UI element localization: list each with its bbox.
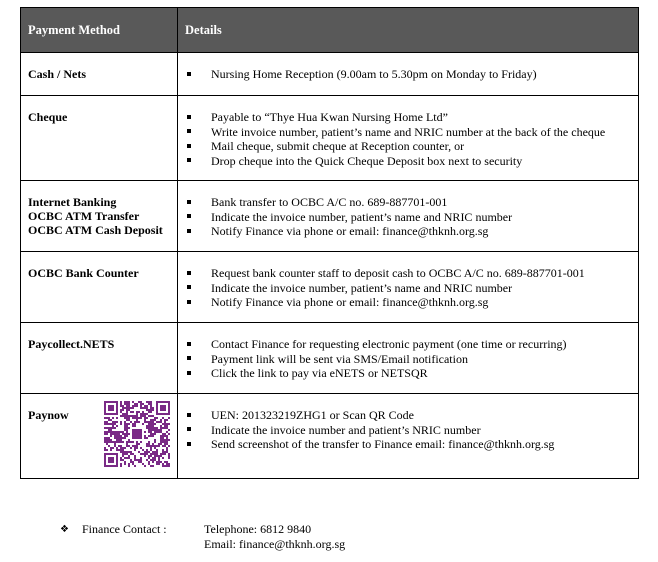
list-item: Request bank counter staff to deposit cash to OCBC A/C no. 689-887701-001 (185, 266, 632, 281)
square-bullet-icon (187, 115, 191, 119)
square-bullet-icon (187, 342, 191, 346)
method-label: Paynow (28, 408, 69, 422)
square-bullet-icon (187, 129, 191, 133)
square-bullet-icon (187, 442, 191, 446)
details-cell-ocbc-bank-counter (178, 252, 639, 323)
list-item: Bank transfer to OCBC A/C no. 689-887701-001 (185, 195, 632, 210)
square-bullet-icon (187, 200, 191, 204)
list-item: UEN: 201323219ZHG1 or Scan QR Code (185, 408, 632, 423)
table-row (21, 394, 639, 479)
method-label: Cash / Nets (28, 67, 87, 81)
details-cell-paynow (178, 394, 639, 479)
square-bullet-icon (187, 427, 191, 431)
finance-contact-label: Finance Contact : (82, 522, 167, 536)
list-item: Payable to “Thye Hua Kwan Nursing Home Ltd” (185, 110, 632, 125)
square-bullet-icon (187, 214, 191, 218)
method-label: OCBC Bank Counter (28, 266, 139, 280)
list-item: Nursing Home Reception (9.00am to 5.30pm on Monday to Friday) (185, 67, 632, 82)
details-cell-cash-nets (178, 53, 639, 96)
list-item: Indicate the invoice number, patient’s name and NRIC number (185, 281, 632, 296)
square-bullet-icon (187, 144, 191, 148)
table-row (21, 323, 639, 394)
header-payment-method: Payment Method (21, 8, 178, 53)
square-bullet-icon (187, 72, 191, 76)
square-bullet-icon (187, 229, 191, 233)
details-list (185, 337, 632, 381)
method-label: Cheque (28, 110, 68, 124)
square-bullet-icon (187, 271, 191, 275)
finance-contact (60, 522, 345, 552)
method-cell-paynow (21, 394, 178, 479)
details-list (185, 266, 632, 310)
list-item: Write invoice number, patient’s name and NRIC number at the back of the cheque (185, 125, 632, 140)
square-bullet-icon (187, 356, 191, 360)
list-item: Contact Finance for requesting electronic payment (one time or recurring) (185, 337, 632, 352)
list-item: Mail cheque, submit cheque at Reception counter, or (185, 139, 632, 154)
list-item: Send screenshot of the transfer to Finance email: finance@thknh.org.sg (185, 437, 632, 452)
method-cell-paycollect-nets (21, 323, 178, 394)
details-list (185, 195, 632, 239)
diamond-bullet-icon: ❖ (60, 524, 69, 535)
list-item: Indicate the invoice number, patient’s name and NRIC number (185, 210, 632, 225)
list-item: Indicate the invoice number and patient’s NRIC number (185, 423, 632, 438)
list-item: Click the link to pay via eNETS or NETSQR (185, 366, 632, 381)
details-list (185, 67, 632, 82)
list-item: Payment link will be sent via SMS/Email notification (185, 352, 632, 367)
qr-code-icon (104, 401, 170, 467)
finance-telephone: Telephone: 6812 9840 (204, 522, 312, 536)
square-bullet-icon (187, 413, 191, 417)
finance-email: Email: finance@thknh.org.sg (204, 537, 346, 551)
list-item: Drop cheque into the Quick Cheque Deposit box next to security (185, 154, 632, 169)
method-cell-internet-banking (21, 181, 178, 252)
method-cell-cash-nets (21, 53, 178, 96)
method-label: OCBC ATM Transfer (28, 209, 140, 223)
square-bullet-icon (187, 371, 191, 375)
details-cell-paycollect-nets (178, 323, 639, 394)
table-row (21, 181, 639, 252)
table-row (21, 96, 639, 181)
table-header-row (21, 8, 639, 53)
square-bullet-icon (187, 158, 191, 162)
method-cell-ocbc-bank-counter (21, 252, 178, 323)
details-list (185, 110, 632, 168)
method-label: Paycollect.NETS (28, 337, 115, 351)
details-cell-internet-banking (178, 181, 639, 252)
list-item: Notify Finance via phone or email: finance@thknh.org.sg (185, 224, 632, 239)
square-bullet-icon (187, 300, 191, 304)
details-list (185, 408, 632, 452)
header-details: Details (178, 8, 639, 53)
details-cell-cheque (178, 96, 639, 181)
table-row (21, 53, 639, 96)
table-row (21, 252, 639, 323)
list-item: Notify Finance via phone or email: finance@thknh.org.sg (185, 295, 632, 310)
method-label: Internet Banking (28, 195, 117, 209)
square-bullet-icon (187, 285, 191, 289)
method-label: OCBC ATM Cash Deposit (28, 223, 163, 237)
payment-methods-table (20, 7, 639, 479)
method-cell-cheque (21, 96, 178, 181)
